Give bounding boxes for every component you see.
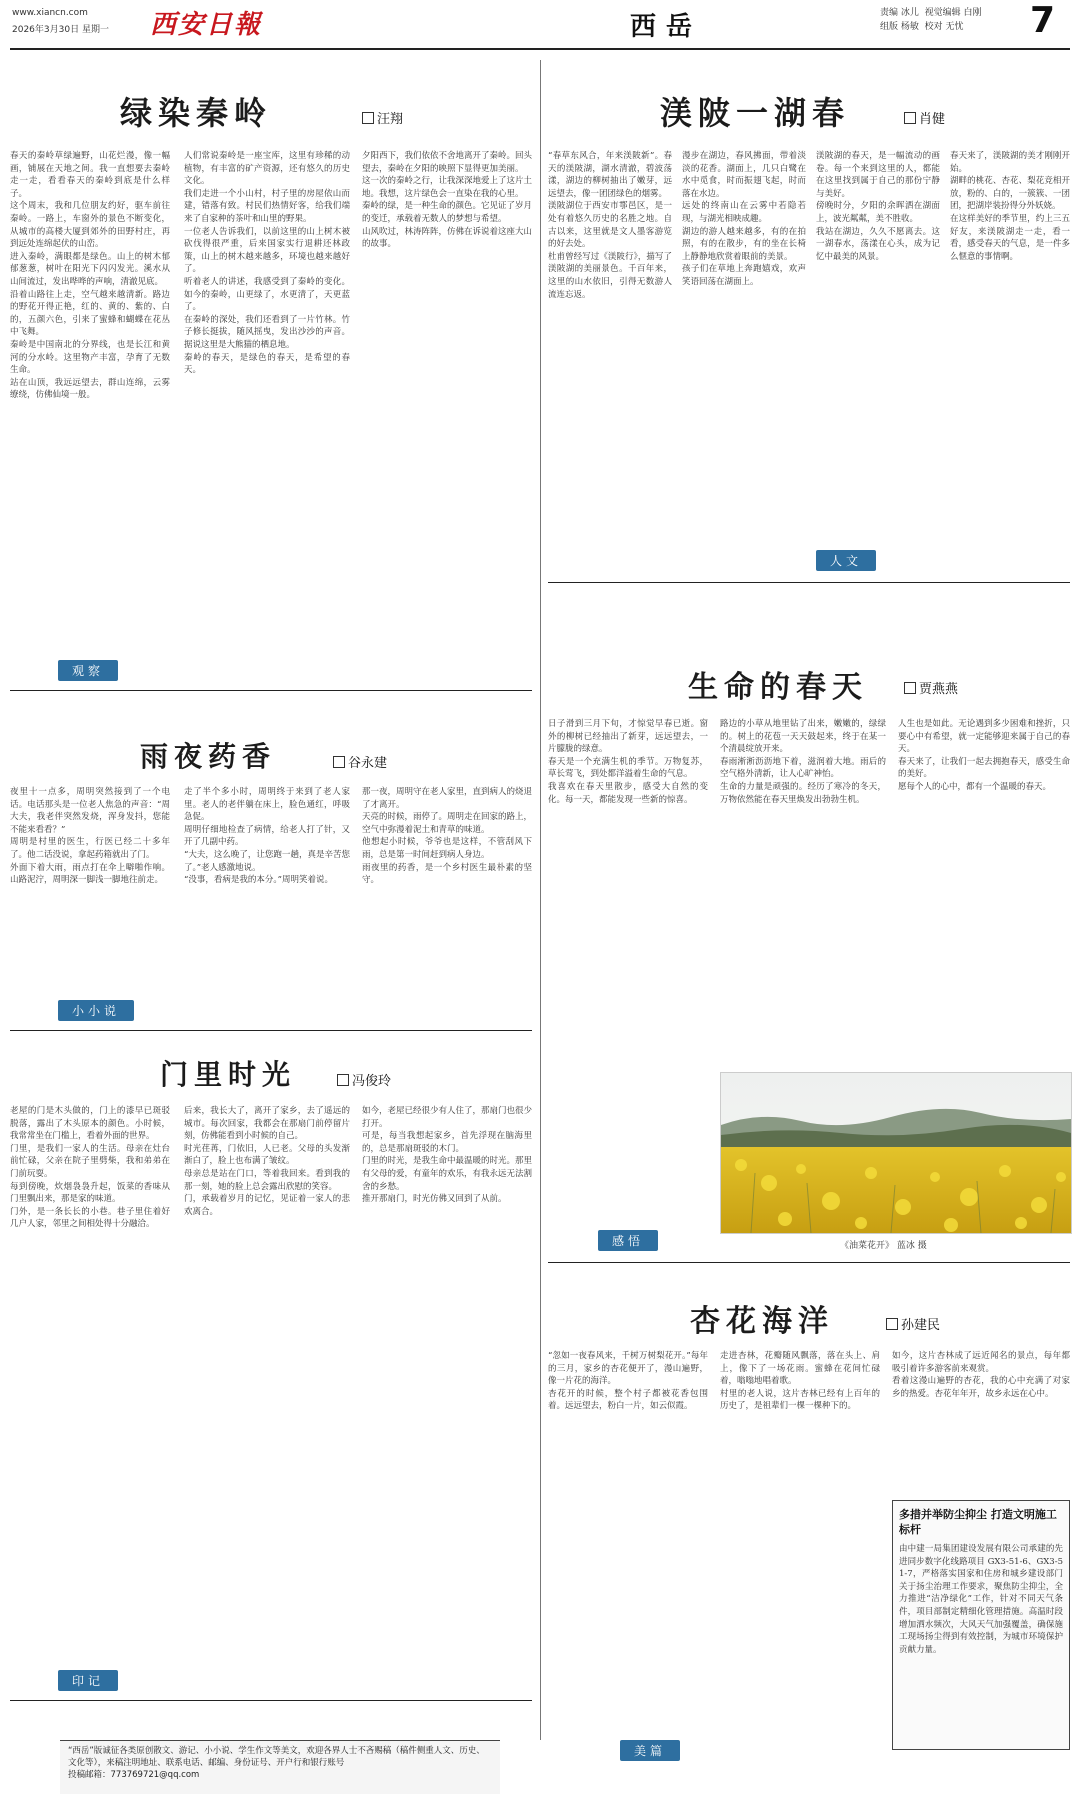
section-tag: 观察 bbox=[58, 660, 118, 681]
article-title: 生命的春天 bbox=[688, 670, 868, 705]
article-body: 后来，我长大了，离开了家乡，去了遥远的城市。每次回家，我都会在那扇门前停留片刻，仿佛能看到小时候的自己。 时光荏苒，门依旧，人已老。父母的头发渐渐白了，脸上也布满了皱纹。 母亲总是站在门口，等着我回来。看到我的那一刻，她的脸上总会露出欣慰的笑容。 门，承载着岁月的记忆，见证着一家人的悲欢离合。 bbox=[184, 1106, 350, 1217]
article-body: 春天来了，渼陂湖的美才刚刚开始。 湖畔的桃花、杏花、梨花竞相开放，粉的、白的，一簇簇、一团团，把湖岸装扮得分外妖娆。 在这样美好的季节里，约上三五好友，来渼陂湖走一走，看一看，感受春天的气息，是一件多么惬意的事情啊。 bbox=[950, 151, 1070, 262]
ad-title: 多措并举防尘抑尘 打造文明施工标杆 bbox=[899, 1508, 1057, 1536]
article-body: 渼陂湖的春天，是一幅流动的画卷。每一个来到这里的人，都能在这里找到属于自己的那份宁静与美好。 傍晚时分，夕阳的余晖洒在湖面上，波光粼粼，美不胜收。 我站在湖边，久久不愿离去。这一湖春水，荡漾在心头，成为记忆中最美的风景。 bbox=[816, 151, 940, 262]
section-rule bbox=[548, 582, 1070, 583]
section-rule bbox=[548, 1262, 1070, 1263]
article-byline: 贾燕燕 bbox=[904, 678, 958, 697]
ad-body: 由中建一局集团建设发展有限公司承建的先进同步数字化线路项目 GX3-51-6、GX3-51-7，严格落实国家和住房和城乡建设部门关于扬尘治理工作要求，聚焦防尘抑尘，全力推进“洁净绿化”工作，针对不同天气条件，项目部制定精细化管理措施。高温时段增加洒水频次，大风天气加强覆盖，确保施工现场扬尘得到有效控制，为城市环境保护贡献力量。 bbox=[899, 1544, 1063, 1655]
masthead-url[interactable]: www.xiancn.com bbox=[12, 8, 88, 18]
article-byline: 汪翔 bbox=[362, 108, 403, 127]
section-rule bbox=[10, 1030, 532, 1031]
footer-email[interactable]: 投稿邮箱：773769721@qq.com bbox=[68, 1770, 200, 1780]
footer-notice: “西岳”版诚征各类原创散文、游记、小小说、学生作文等美文，欢迎各界人士不吝赐稿（稿件侧重人文、历史、文化等），来稿注明地址、联系电话、邮编、身份证号、开户行和银行账号 bbox=[68, 1746, 485, 1768]
section-name: 西岳 bbox=[630, 12, 703, 42]
photo-caption: 《油菜花开》 蓝冰 摄 bbox=[840, 1241, 927, 1251]
article-body: 如今，老屋已经很少有人住了，那扇门也很少打开。 可是，每当我想起家乡，首先浮现在脑海里的，总是那扇斑驳的木门。 门里的时光，是我生命中最温暖的时光。那里有父母的爱，有童年的欢乐，有我永远无法割舍的乡愁。 推开那扇门，时光仿佛又回到了从前。 bbox=[362, 1106, 532, 1205]
masthead-editors: 责编 冰儿 视觉编辑 白刚 组版 杨敏 校对 无忧 bbox=[880, 8, 982, 32]
article-body: 人们常说秦岭是一座宝库，这里有珍稀的动植物，有丰富的矿产资源，还有悠久的历史文化。 我们走进一个小山村，村子里的房屋依山而建，错落有致。村民们热情好客，给我们端来了自家种的茶叶和山里的野果。 一位老人告诉我们，以前这里的山上树木被砍伐得很严重，后来国家实行退耕还林政策，山上的树木越来越多，环境也越来越好了。 听着老人的讲述，我感受到了秦岭的变化。如今的秦岭，山更绿了，水更清了，天更蓝了。 在秦岭的深处，我们还看到了一片竹林。竹子修长挺拔，随风摇曳，发出沙沙的声音。据说这里是大熊猫的栖息地。 秦岭的春天，是绿色的春天，是希望的春天。 bbox=[184, 151, 350, 376]
masthead-rule bbox=[10, 48, 1070, 50]
article-body: 日子滑到三月下旬，才惊觉早春已逝。窗外的柳树已经抽出了新芽，远远望去，一片朦胧的绿意。 春天是一个充满生机的季节。万物复苏，草长莺飞，到处都洋溢着生命的气息。 我喜欢在春天里散步，感受大自然的变化。每一天，都能发现一些新的惊喜。 bbox=[548, 719, 708, 805]
article-body: 春天的秦岭草绿遍野，山花烂漫，像一幅画，铺展在天地之间。我一直想要去秦岭走一走，看看春天的秦岭到底是什么样子。 这个周末，我和几位朋友约好，驱车前往秦岭。一路上，车窗外的景色不断变化，从城市的高楼大厦到郊外的田野村庄，再到远处连绵起伏的山峦。 进入秦岭，满眼都是绿色。山上的树木郁郁葱葱，树叶在阳光下闪闪发光。溪水从山间流过，发出哗哗的声响，清澈见底。 沿着山路往上走，空气越来越清新。路边的野花开得正艳，红的、黄的、紫的、白的，五颜六色，引来了蜜蜂和蝴蝶在花丛中飞舞。 秦岭是中国南北的分界线，也是长江和黄河的分水岭。这里物产丰富，孕育了无数生命。 站在山顶，我远远望去，群山连绵，云雾缭绕，仿佛仙境一般。 bbox=[10, 151, 170, 401]
footer-notice-box bbox=[60, 1740, 500, 1794]
article-title: 杏花海洋 bbox=[690, 1304, 834, 1339]
section-tag: 印记 bbox=[58, 1670, 118, 1691]
article-body: “忽如一夜春风来，千树万树梨花开。”每年的三月，家乡的杏花便开了，漫山遍野，像一片花的海洋。 杏花开的时候，整个村子都被花香包围着。远远望去，粉白一片，如云似霞。 bbox=[548, 1351, 708, 1412]
article-title: 绿染秦岭 bbox=[120, 94, 273, 132]
article-body: 人生也是如此。无论遇到多少困难和挫折，只要心中有希望，就一定能够迎来属于自己的春天。 春天来了，让我们一起去拥抱春天，感受生命的美好。 愿每个人的心中，都有一个温暖的春天。 bbox=[898, 719, 1070, 792]
article-title: 雨夜药香 bbox=[140, 740, 277, 773]
article-body: 漫步在湖边，春风拂面，带着淡淡的花香。湖面上，几只白鹭在水中觅食，时而振翅飞起，时而落在水边。 远处的终南山在云雾中若隐若现，与湖光相映成趣。 湖边的游人越来越多，有的在拍照，有的在散步，有的坐在长椅上静静地欣赏着眼前的美景。 孩子们在草地上奔跑嬉戏，欢声笑语回荡在湖面上。 bbox=[682, 151, 806, 287]
article-title: 渼陂一湖春 bbox=[660, 94, 851, 132]
article-body: 那一夜，周明守在老人家里，直到病人的烧退了才离开。 天亮的时候，雨停了。周明走在回家的路上，空气中弥漫着泥土和青草的味道。 他想起小时候，爷爷也是这样，不管刮风下雨，总是第一时间赶到病人身边。 雨夜里的药香，是一个乡村医生最朴素的坚守。 bbox=[362, 787, 532, 886]
masthead bbox=[0, 0, 1080, 52]
article-title: 门里时光 bbox=[160, 1058, 297, 1091]
article-body: “春草东风合，年来渼陂新”。春天的渼陂湖，湖水清澈，碧波荡漾，湖边的柳树抽出了嫩芽，远远望去，像一团团绿色的烟雾。 渼陂湖位于西安市鄠邑区，是一处有着悠久历史的名胜之地。自古以来，这里就是文人墨客游览的好去处。 杜甫曾经写过《渼陂行》，描写了渼陂湖的美丽景色。千百年来，这里的山水依旧，引得无数游人流连忘返。 bbox=[548, 151, 672, 300]
page-number: 7 bbox=[1030, 0, 1056, 41]
article-byline: 冯俊玲 bbox=[337, 1070, 391, 1089]
article-body: 老屋的门是木头做的，门上的漆早已斑驳脱落，露出了木头原本的颜色。小时候，我常常坐在门槛上，看着外面的世界。 门里，是我们一家人的生活。母亲在灶台前忙碌，父亲在院子里劈柴，我和弟弟在门前玩耍。 每到傍晚，炊烟袅袅升起，饭菜的香味从门里飘出来，那是家的味道。 门外，是一条长长的小巷。巷子里住着好几户人家，邻里之间相处得十分融洽。 bbox=[10, 1106, 170, 1230]
article-body: 走进杏林，花瓣随风飘落，落在头上、肩上，像下了一场花雨。蜜蜂在花间忙碌着，嗡嗡地唱着歌。 村里的老人说，这片杏林已经有上百年的历史了，是祖辈们一棵一棵种下的。 bbox=[720, 1351, 880, 1412]
section-rule bbox=[10, 690, 532, 691]
section-rule bbox=[10, 1700, 532, 1701]
column-divider bbox=[540, 60, 541, 1740]
article-photo bbox=[720, 1072, 1072, 1234]
article-byline: 肖健 bbox=[904, 108, 945, 127]
article-body: 夕阳西下，我们依依不舍地离开了秦岭。回头望去，秦岭在夕阳的映照下显得更加美丽。 这一次的秦岭之行，让我深深地爱上了这片土地。我想，这片绿色会一直染在我的心里。 秦岭的绿，是一种生命的颜色。它见证了岁月的变迁，承载着无数人的梦想与希望。 山风吹过，林涛阵阵，仿佛在诉说着这座大山的故事。 bbox=[362, 151, 532, 250]
section-tag: 美篇 bbox=[620, 1740, 680, 1761]
masthead-logo: 西安日報 bbox=[150, 10, 263, 40]
article-body: 如今，这片杏林成了远近闻名的景点，每年都吸引着许多游客前来观赏。 看着这漫山遍野的杏花，我的心中充满了对家乡的热爱。杏花年年开，故乡永远在心中。 bbox=[892, 1351, 1070, 1399]
article-body: 走了半个多小时，周明终于来到了老人家里。老人的老伴躺在床上，脸色通红，呼吸急促。 周明仔细地检查了病情，给老人打了针，又开了几副中药。 “大夫，这么晚了，让您跑一趟，真是辛苦您了。”老人感激地说。 “没事，看病是我的本分。”周明笑着说。 bbox=[184, 787, 350, 886]
section-tag: 感悟 bbox=[598, 1230, 658, 1251]
section-tag: 人文 bbox=[816, 550, 876, 571]
article-body: 夜里十一点多，周明突然接到了一个电话。电话那头是一位老人焦急的声音：“周大夫，我老伴突然发烧，浑身发抖，您能不能来看看？” 周明是村里的医生，行医已经二十多年了。他二话没说，拿起药箱就出了门。 外面下着大雨，雨点打在伞上噼啪作响。山路泥泞，周明深一脚浅一脚地往前走。 bbox=[10, 787, 170, 886]
masthead-date: 2026年3月30日 星期一 bbox=[12, 25, 109, 35]
ad-box bbox=[892, 1500, 1070, 1750]
article-byline: 孙建民 bbox=[886, 1314, 940, 1333]
article-body: 路边的小草从地里钻了出来，嫩嫩的，绿绿的。树上的花苞一天天鼓起来，终于在某一个清晨绽放开来。 春雨淅淅沥沥地下着，滋润着大地。雨后的空气格外清新，让人心旷神怡。 生命的力量是顽强的。经历了寒冷的冬天，万物依然能在春天里焕发出勃勃生机。 bbox=[720, 719, 886, 805]
section-tag: 小小说 bbox=[58, 1000, 134, 1021]
article-byline: 谷永建 bbox=[333, 752, 387, 771]
